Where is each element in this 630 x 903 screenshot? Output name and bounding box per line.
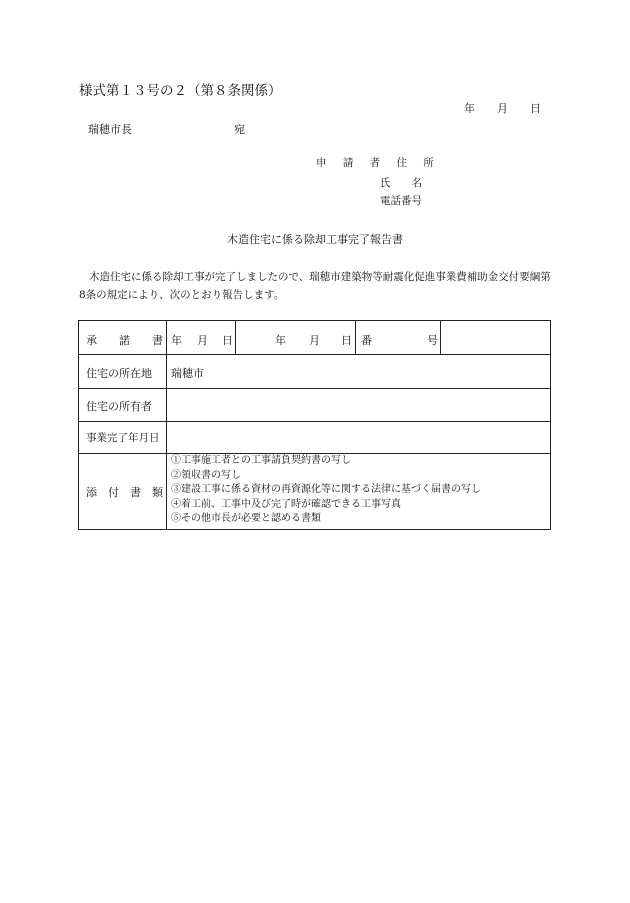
date-day-label: 日 <box>530 102 541 115</box>
attachment-item: ②領収書の写し <box>171 469 241 481</box>
report-table <box>78 320 551 530</box>
attachment-item: ③建設工事に係る資材の再資源化等に関する法律に基づく届書の写し <box>171 484 481 496</box>
addressee-name: 瑞穂市長 <box>88 123 132 136</box>
house-location-field[interactable]: 瑞穂市 <box>171 367 204 380</box>
report-body-text: 木造住宅に係る除却工事が完了しましたので、瑞穂市建築物等耐震化促進事業費補助金交付要綱第8条の規定により、次のとおり報告します。 <box>79 271 551 301</box>
consent-document-label: 承 諾 書 <box>86 334 163 347</box>
row-divider <box>79 388 550 389</box>
row-divider <box>79 354 550 355</box>
addressee-honorific: 宛 <box>234 123 245 136</box>
consent-date1-day: 日 <box>222 334 233 347</box>
document-title: 木造住宅に係る除却工事完了報告書 <box>227 233 403 246</box>
attachments-label: 添 付 書 類 <box>86 486 163 499</box>
house-owner-label: 住宅の所有者 <box>86 400 152 413</box>
row-divider <box>79 421 550 422</box>
consent-date2-month: 月 <box>309 334 320 347</box>
column-divider <box>166 321 167 529</box>
column-divider <box>440 321 441 354</box>
house-location-label: 住宅の所在地 <box>86 367 152 380</box>
attachment-item: ①工事施工者との工事請負契約書の写し <box>171 455 351 466</box>
attachment-item: ⑤その他市長が必要と認める書類 <box>171 513 321 525</box>
consent-date1-month: 月 <box>197 334 208 347</box>
completion-date-label: 事業完了年月日 <box>86 432 160 444</box>
consent-date1-year: 年 <box>171 334 182 347</box>
date-year-label: 年 <box>464 102 475 115</box>
attachments-list <box>171 454 481 527</box>
consent-date2-year: 年 <box>275 334 286 347</box>
column-divider <box>235 321 236 354</box>
applicant-name-label: 氏 名 <box>380 177 422 189</box>
applicant-address-label: 申 請 者 住 所 <box>316 157 441 169</box>
consent-date2-day: 日 <box>341 334 352 347</box>
column-divider <box>355 321 356 354</box>
date-month-label: 月 <box>497 102 508 115</box>
attachment-item: ④着工前、工事中及び完了時が確認できる工事写真 <box>171 498 401 510</box>
consent-number-label: 番 号 <box>361 334 438 347</box>
applicant-phone-label: 電話番号 <box>380 195 422 207</box>
form-number: 様式第１３号の２（第８条関係） <box>79 83 282 99</box>
